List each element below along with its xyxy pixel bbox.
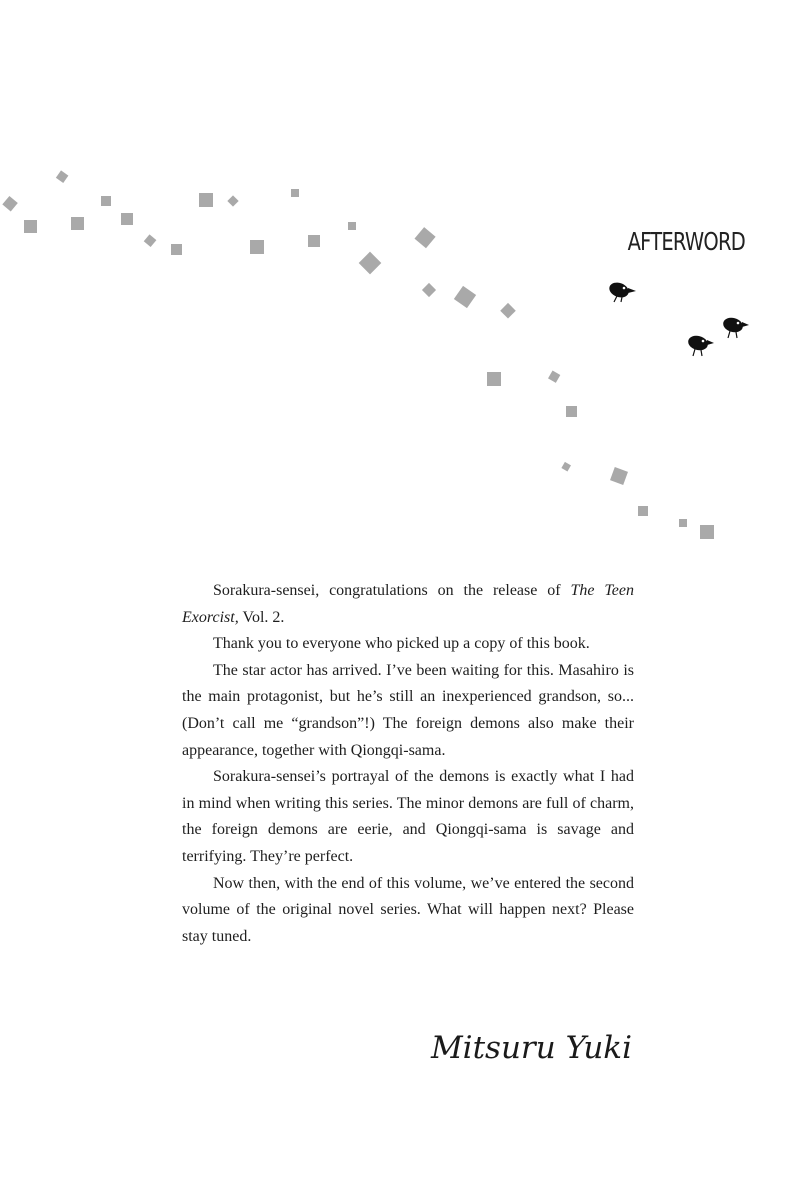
- afterword-heading: AFTERWORD: [627, 227, 745, 256]
- decor-square: [422, 283, 436, 297]
- decor-square: [291, 189, 299, 197]
- decor-square: [227, 195, 238, 206]
- decor-square: [700, 525, 714, 539]
- book-title: The Teen Exorcist,: [182, 582, 634, 626]
- decor-square: [414, 227, 435, 248]
- decor-square: [548, 371, 560, 383]
- decor-square: [610, 467, 628, 485]
- decor-square: [359, 252, 382, 275]
- decor-square: [250, 240, 264, 254]
- author-signature: Mitsuru Yuki: [430, 1030, 632, 1066]
- bird-icon: [607, 280, 636, 302]
- decor-square: [566, 406, 577, 417]
- decor-square: [679, 519, 687, 527]
- decor-square: [171, 244, 182, 255]
- afterword-body: [182, 578, 634, 950]
- decor-square: [121, 213, 133, 225]
- decor-square: [348, 222, 356, 230]
- decor-square: [308, 235, 320, 247]
- decor-square: [487, 372, 501, 386]
- paragraph: [182, 578, 634, 631]
- paragraph-text: Sorakura-sensei, congratulations on the release of: [213, 582, 571, 599]
- decor-square: [199, 193, 213, 207]
- paragraph-text: Vol. 2.: [238, 608, 285, 626]
- decor-square: [2, 196, 17, 211]
- paragraph: Sorakura-sensei’s portrayal of the demons is exactly what I had in mind when writing this series. The minor demons are full of charm, the foreign demons are eerie, and Qiongqi-sama is savage and terrifying. They’re perfect.: [182, 768, 634, 865]
- decor-square: [638, 506, 648, 516]
- decor-square: [561, 462, 571, 472]
- bird-icon: [722, 316, 749, 338]
- decor-square: [500, 303, 516, 319]
- decor-square: [101, 196, 111, 206]
- paragraph: Thank you to everyone who picked up a copy of this book.: [213, 635, 590, 653]
- bird-icon: [687, 334, 714, 356]
- paragraph: Now then, with the end of this volume, we’ve entered the second volume of the original novel series. What will happen next? Please stay tuned.: [182, 874, 634, 945]
- decor-square: [24, 220, 37, 233]
- decor-square: [71, 217, 84, 230]
- decor-square: [56, 170, 69, 183]
- decor-square: [144, 234, 157, 247]
- paragraph: The star actor has arrived. I’ve been waiting for this. Masahiro is the main protagonist, but he’s still an inexperienced grandson, so...(Don’t call me “grandson”!) The foreign demons also make their appearance, together with Qiongqi-sama.: [182, 661, 634, 759]
- decor-square: [454, 286, 476, 308]
